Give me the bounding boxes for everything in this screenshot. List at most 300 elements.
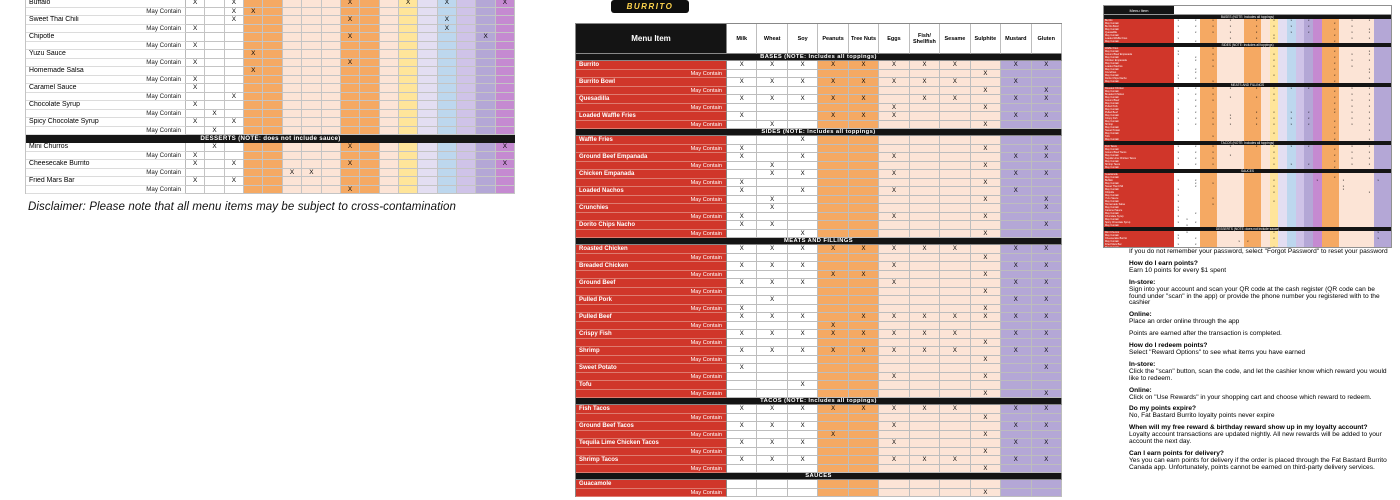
thumbnail-cell: x: [1226, 87, 1235, 90]
table-row: [576, 296, 1062, 305]
thumbnail-header-cell: [1322, 6, 1331, 14]
table-header-row: [576, 24, 1062, 54]
allergen-cell: [727, 70, 757, 79]
allergen-cell: [341, 76, 360, 85]
thumbnail-label: May Contain: [1104, 34, 1174, 37]
allergen-cell: [418, 93, 437, 102]
allergen-cell: [818, 339, 848, 348]
thumbnail-cell: x: [1174, 108, 1183, 111]
allergen-cell: X: [727, 221, 757, 230]
allergen-cell: [727, 204, 757, 213]
thumbnail-cell: [1339, 80, 1348, 83]
allergen-cell: [788, 431, 818, 440]
allergen-cell: [879, 489, 909, 498]
allergen-cell: [302, 127, 321, 136]
thumbnail-cell: [1174, 40, 1183, 43]
allergen-cell: [496, 169, 515, 178]
allergen-cell: [322, 84, 341, 93]
allergen-column-header: Milk: [727, 24, 757, 54]
allergen-cell: X: [940, 330, 970, 339]
allergen-cell: [457, 118, 476, 127]
allergen-cell: [971, 381, 1001, 390]
table-row: [576, 356, 1062, 365]
allergen-cell: [879, 465, 909, 474]
allergen-cell: [1001, 87, 1031, 96]
allergen-cell: X: [1032, 61, 1062, 70]
thumbnail-cell: x: [1365, 157, 1374, 160]
allergen-cell: [322, 127, 341, 136]
may-contain-label: May Contain: [576, 390, 727, 399]
allergen-cell: [341, 93, 360, 102]
allergen-cell: [910, 356, 940, 365]
menu-item-label: Quesadilla: [576, 95, 727, 104]
thumbnail-cell: x: [1226, 25, 1235, 28]
allergen-cell: [879, 87, 909, 96]
menu-item-label: Shrimp Tacos: [576, 456, 727, 465]
may-contain-label: May Contain: [576, 121, 727, 130]
thumbnail-cell: [1191, 166, 1200, 169]
allergen-cell: [476, 101, 495, 110]
allergen-cell: [818, 373, 848, 382]
allergen-cell: [849, 364, 879, 373]
table-row: [26, 143, 515, 152]
menu-item-label: Chocolate Syrup: [26, 101, 186, 110]
allergen-cell: [322, 59, 341, 68]
allergen-cell: X: [910, 245, 940, 254]
allergen-cell: [727, 296, 757, 305]
allergen-cell: [818, 422, 848, 431]
allergen-cell: [380, 110, 399, 119]
allergen-cell: [818, 204, 848, 213]
thumbnail-label: Ground Beef Tacos: [1104, 151, 1174, 154]
allergen-cell: [910, 489, 940, 498]
allergen-cell: [788, 288, 818, 297]
allergen-cell: X: [788, 262, 818, 271]
allergen-cell: X: [186, 25, 205, 34]
allergen-cell: [341, 67, 360, 76]
allergen-cell: [457, 143, 476, 152]
allergen-cell: [302, 177, 321, 186]
thumbnail-label: May Contain: [1104, 212, 1174, 215]
table-row: [26, 101, 515, 110]
thumbnail-cell: x: [1348, 111, 1357, 114]
thumbnail-cell: [1200, 80, 1209, 83]
allergen-cell: X: [1032, 262, 1062, 271]
thumbnail-cell: [1313, 40, 1322, 43]
thumbnail-cell: x: [1330, 90, 1339, 93]
thumbnail-section-header: BASES (NOTE: Includes all toppings): [1104, 15, 1391, 19]
allergen-cell: [940, 145, 970, 154]
thumbnail-cell: x: [1174, 117, 1183, 120]
thumbnail-cell: x: [1191, 93, 1200, 96]
allergen-cell: [849, 162, 879, 171]
allergen-cell: [418, 110, 437, 119]
menu-item-label: Roasted Chicken: [576, 245, 727, 254]
allergen-cell: [849, 87, 879, 96]
thumbnail-label: May Contain: [1104, 74, 1174, 77]
allergen-cell: [1032, 305, 1062, 314]
table-row: [26, 169, 515, 178]
allergen-cell: X: [757, 456, 787, 465]
menu-item-label: Shrimp: [576, 347, 727, 356]
allergen-cell: X: [1001, 187, 1031, 196]
thumbnail-cell: x: [1270, 200, 1279, 203]
allergen-cell: X: [971, 489, 1001, 498]
allergen-cell: X: [1001, 245, 1031, 254]
thumbnail-cell: x: [1270, 145, 1279, 148]
thumbnail-label: May Contain: [1104, 138, 1174, 141]
table-row: [576, 153, 1062, 162]
allergen-cell: [496, 127, 515, 136]
allergen-cell: [438, 127, 457, 136]
thumbnail-cell: x: [1348, 31, 1357, 34]
allergen-cell: [244, 186, 263, 195]
allergen-cell: [496, 93, 515, 102]
thumbnail-label: May Contain: [1104, 114, 1174, 117]
allergen-cell: [283, 152, 302, 161]
allergen-cell: [418, 33, 437, 42]
allergen-cell: [341, 25, 360, 34]
menu-item-label: Mini Churros: [26, 143, 186, 152]
allergen-cell: [757, 145, 787, 154]
allergen-cell: [1032, 271, 1062, 280]
allergen-cell: X: [1001, 313, 1031, 322]
allergen-cell: [1001, 373, 1031, 382]
allergen-cell: [186, 50, 205, 59]
allergen-cell: [1001, 271, 1031, 280]
allergen-cell: [341, 42, 360, 51]
allergen-cell: X: [971, 288, 1001, 297]
allergen-cell: [757, 187, 787, 196]
allergen-cell: [302, 50, 321, 59]
table-row: [576, 112, 1062, 121]
menu-item-label: Burrito: [576, 61, 727, 70]
allergen-cell: X: [849, 112, 879, 121]
allergen-cell: X: [910, 78, 940, 87]
sauces-desserts-allergen-table: [25, 0, 515, 194]
allergen-cell: [1001, 356, 1031, 365]
faq-question: Do my points expire?: [1129, 405, 1197, 413]
allergen-cell: [727, 381, 757, 390]
thumbnail-cell: x: [1226, 19, 1235, 22]
allergen-cell: [940, 322, 970, 331]
allergen-cell: [940, 422, 970, 431]
thumbnail-menu-item-header: Menu Item: [1104, 6, 1174, 14]
thumbnail-cell: x: [1365, 53, 1374, 56]
allergen-cell: [302, 33, 321, 42]
allergen-cell: [940, 121, 970, 130]
allergen-cell: [849, 288, 879, 297]
allergen-cell: [457, 76, 476, 85]
allergen-cell: [380, 118, 399, 127]
allergen-cell: [910, 70, 940, 79]
allergen-cell: [788, 364, 818, 373]
thumbnail-cell: [1278, 40, 1287, 43]
allergen-cell: [1001, 364, 1031, 373]
thumbnail-label: Guacamole: [1104, 173, 1174, 176]
may-contain-label: May Contain: [26, 59, 186, 68]
allergen-cell: [244, 127, 263, 136]
table-row: [576, 339, 1062, 348]
allergen-cell: [360, 143, 379, 152]
thumbnail-cell: x: [1209, 123, 1218, 126]
thumbnail-cell: x: [1174, 62, 1183, 65]
thumbnail-cell: [1287, 80, 1296, 83]
allergen-cell: [205, 42, 224, 51]
thumbnail-cell: x: [1174, 188, 1183, 191]
allergen-cell: [849, 187, 879, 196]
allergen-cell: X: [757, 279, 787, 288]
thumbnail-cell: x: [1287, 87, 1296, 90]
thumbnail-cell: x: [1252, 25, 1261, 28]
thumbnail-cell: x: [1209, 25, 1218, 28]
allergen-cell: [940, 162, 970, 171]
allergen-cell: X: [879, 153, 909, 162]
allergen-cell: [818, 187, 848, 196]
thumbnail-cell: x: [1270, 65, 1279, 68]
allergen-cell: [940, 153, 970, 162]
allergen-cell: [849, 356, 879, 365]
allergen-cell: [849, 373, 879, 382]
allergen-cell: [476, 118, 495, 127]
allergen-cell: [476, 177, 495, 186]
thumbnail-cell: x: [1348, 87, 1357, 90]
allergen-cell: [910, 262, 940, 271]
menu-item-label: Ground Beef: [576, 279, 727, 288]
table-row: [576, 61, 1062, 70]
allergen-cell: X: [971, 213, 1001, 222]
may-contain-label: May Contain: [576, 254, 727, 263]
thumbnail-cell: x: [1191, 123, 1200, 126]
allergen-cell: [399, 152, 418, 161]
allergen-cell: [360, 110, 379, 119]
thumbnail-cell: x: [1191, 40, 1200, 43]
menu-item-label: Yuzu Sauce: [26, 50, 186, 59]
thumbnail-cell: x: [1174, 111, 1183, 114]
thumbnail-cell: [1183, 166, 1192, 169]
allergen-cell: [341, 50, 360, 59]
thumbnail-cell: [1191, 224, 1200, 227]
allergen-cell: X: [910, 313, 940, 322]
faq-answer: No, Fat Bastard Burrito loyalty points never expire: [1129, 412, 1275, 420]
allergen-cell: [879, 480, 909, 489]
menu-item-label: Guacamole: [576, 480, 727, 489]
thumbnail-cell: x: [1365, 129, 1374, 132]
allergen-cell: [457, 110, 476, 119]
section-header: BASES (NOTE: Includes all toppings): [576, 54, 1062, 61]
allergen-cell: [727, 480, 757, 489]
allergen-cell: X: [225, 118, 244, 127]
allergen-cell: [457, 33, 476, 42]
allergen-cell: X: [757, 405, 787, 414]
allergen-cell: X: [1032, 439, 1062, 448]
thumbnail-cell: x: [1365, 117, 1374, 120]
allergen-cell: [910, 112, 940, 121]
thumbnail-cell: x: [1348, 117, 1357, 120]
allergen-cell: [940, 339, 970, 348]
allergen-cell: [910, 221, 940, 230]
thumbnail-label: Cheesecake Burrito: [1104, 237, 1174, 240]
allergen-cell: [399, 186, 418, 195]
allergen-cell: [418, 0, 437, 8]
faq-answer: Sign into your account and scan your QR code at the cash register (QR code can be found under "scan" in the app) or provide the phone number you registered with to the cashier: [1129, 285, 1380, 307]
allergen-cell: [757, 230, 787, 239]
allergen-cell: X: [186, 118, 205, 127]
thumbnail-cell: x: [1209, 157, 1218, 160]
allergen-cell: [225, 152, 244, 161]
allergen-cell: X: [1032, 279, 1062, 288]
allergen-cell: [971, 347, 1001, 356]
allergen-cell: X: [757, 121, 787, 130]
allergen-cell: [818, 288, 848, 297]
thumbnail-cell: x: [1174, 206, 1183, 209]
allergen-cell: [818, 179, 848, 188]
thumbnail-cell: x: [1191, 237, 1200, 240]
allergen-cell: X: [727, 330, 757, 339]
allergen-cell: [418, 84, 437, 93]
allergen-cell: [496, 110, 515, 119]
thumbnail-cell: [1261, 166, 1270, 169]
thumbnail-cell: [1191, 80, 1200, 83]
allergen-cell: X: [1032, 422, 1062, 431]
thumbnail-cell: x: [1191, 157, 1200, 160]
allergen-cell: [457, 8, 476, 17]
allergen-cell: [438, 143, 457, 152]
allergen-cell: [1001, 213, 1031, 222]
table-row: [576, 364, 1062, 373]
allergen-cell: [1032, 489, 1062, 498]
allergen-cell: [849, 145, 879, 154]
allergen-cell: [1001, 381, 1031, 390]
thumbnail-cell: x: [1226, 123, 1235, 126]
thumbnail-cell: x: [1304, 31, 1313, 34]
allergen-cell: X: [879, 213, 909, 222]
thumbnail-section-header: SAUCES: [1104, 169, 1391, 173]
allergen-cell: [283, 177, 302, 186]
allergen-cell: [283, 50, 302, 59]
thumbnail-cell: [1278, 138, 1287, 141]
menu-item-label: Homemade Salsa: [26, 67, 186, 76]
thumbnail-cell: x: [1348, 99, 1357, 102]
thumbnail-cell: x: [1365, 93, 1374, 96]
thumbnail-cell: x: [1209, 203, 1218, 206]
allergen-cell: [788, 162, 818, 171]
allergen-cell: X: [496, 160, 515, 169]
thumbnail-cell: x: [1330, 56, 1339, 59]
thumbnail-cell: [1374, 224, 1383, 227]
allergen-cell: [186, 127, 205, 136]
allergen-cell: [283, 25, 302, 34]
allergen-cell: X: [849, 245, 879, 254]
thumbnail-cell: x: [1330, 68, 1339, 71]
allergen-cell: [380, 50, 399, 59]
allergen-cell: X: [818, 431, 848, 440]
allergen-cell: [438, 186, 457, 195]
thumbnail-cell: x: [1330, 102, 1339, 105]
allergen-cell: [788, 322, 818, 331]
may-contain-label: May Contain: [26, 93, 186, 102]
allergen-cell: X: [940, 347, 970, 356]
thumbnail-cell: [1322, 40, 1331, 43]
thumbnail-header-cell: [1304, 6, 1313, 14]
allergen-cell: [380, 160, 399, 169]
may-contain-label: May Contain: [576, 339, 727, 348]
allergen-cell: [399, 76, 418, 85]
allergen-cell: [879, 95, 909, 104]
allergen-cell: [940, 87, 970, 96]
allergen-cell: X: [879, 313, 909, 322]
thumbnail-cell: x: [1365, 87, 1374, 90]
allergen-cell: [496, 25, 515, 34]
allergen-cell: X: [879, 330, 909, 339]
faq-question: How do I earn points?: [1129, 259, 1198, 267]
thumbnail-label: Sweet Thai Chili: [1104, 185, 1174, 188]
allergen-cell: [418, 127, 437, 136]
thumbnail-label: Dorito Chips Nacho: [1104, 77, 1174, 80]
allergen-cell: [360, 152, 379, 161]
allergen-cell: X: [186, 84, 205, 93]
allergen-cell: [322, 143, 341, 152]
thumbnail-cell: x: [1270, 19, 1279, 22]
allergen-cell: X: [1032, 204, 1062, 213]
allergen-cell: [757, 305, 787, 314]
table-row: [576, 204, 1062, 213]
allergen-cell: [399, 93, 418, 102]
allergen-cell: [263, 152, 282, 161]
allergen-cell: X: [757, 245, 787, 254]
allergen-cell: [818, 313, 848, 322]
thumbnail-cell: [1313, 224, 1322, 227]
thumbnail-header-cell: [1330, 6, 1339, 14]
allergen-cell: [879, 339, 909, 348]
thumbnail-cell: x: [1209, 145, 1218, 148]
allergen-cell: [418, 67, 437, 76]
allergen-cell: [910, 145, 940, 154]
thumbnail-cell: [1383, 224, 1392, 227]
allergen-cell: [244, 33, 263, 42]
allergen-cell: [322, 160, 341, 169]
allergen-cell: [940, 104, 970, 113]
thumbnail-label: Tequila Lime Chicken Tacos: [1104, 157, 1174, 160]
allergen-cell: X: [1001, 279, 1031, 288]
thumbnail-cell: [1365, 40, 1374, 43]
allergen-cell: X: [788, 279, 818, 288]
allergen-cell: [940, 70, 970, 79]
allergen-cell: [418, 143, 437, 152]
allergen-cell: [476, 25, 495, 34]
allergen-cell: [971, 78, 1001, 87]
thumbnail-cell: [1322, 166, 1331, 169]
thumbnail-cell: x: [1270, 246, 1279, 248]
allergen-cell: [380, 76, 399, 85]
section-header: SAUCES: [576, 473, 1062, 480]
allergen-cell: [263, 16, 282, 25]
table-row: [576, 305, 1062, 314]
allergen-column-header: Gluten: [1032, 24, 1062, 54]
allergen-cell: X: [818, 271, 848, 280]
allergen-cell: [244, 16, 263, 25]
allergen-cell: X: [879, 112, 909, 121]
allergen-cell: [788, 87, 818, 96]
allergen-cell: [1001, 121, 1031, 130]
allergen-cell: [302, 143, 321, 152]
thumbnail-label: May Contain: [1104, 194, 1174, 197]
thumbnail-cell: x: [1348, 145, 1357, 148]
thumbnail-cell: [1322, 224, 1331, 227]
allergen-cell: X: [1001, 405, 1031, 414]
allergen-cell: [757, 87, 787, 96]
thumbnail-cell: x: [1191, 185, 1200, 188]
